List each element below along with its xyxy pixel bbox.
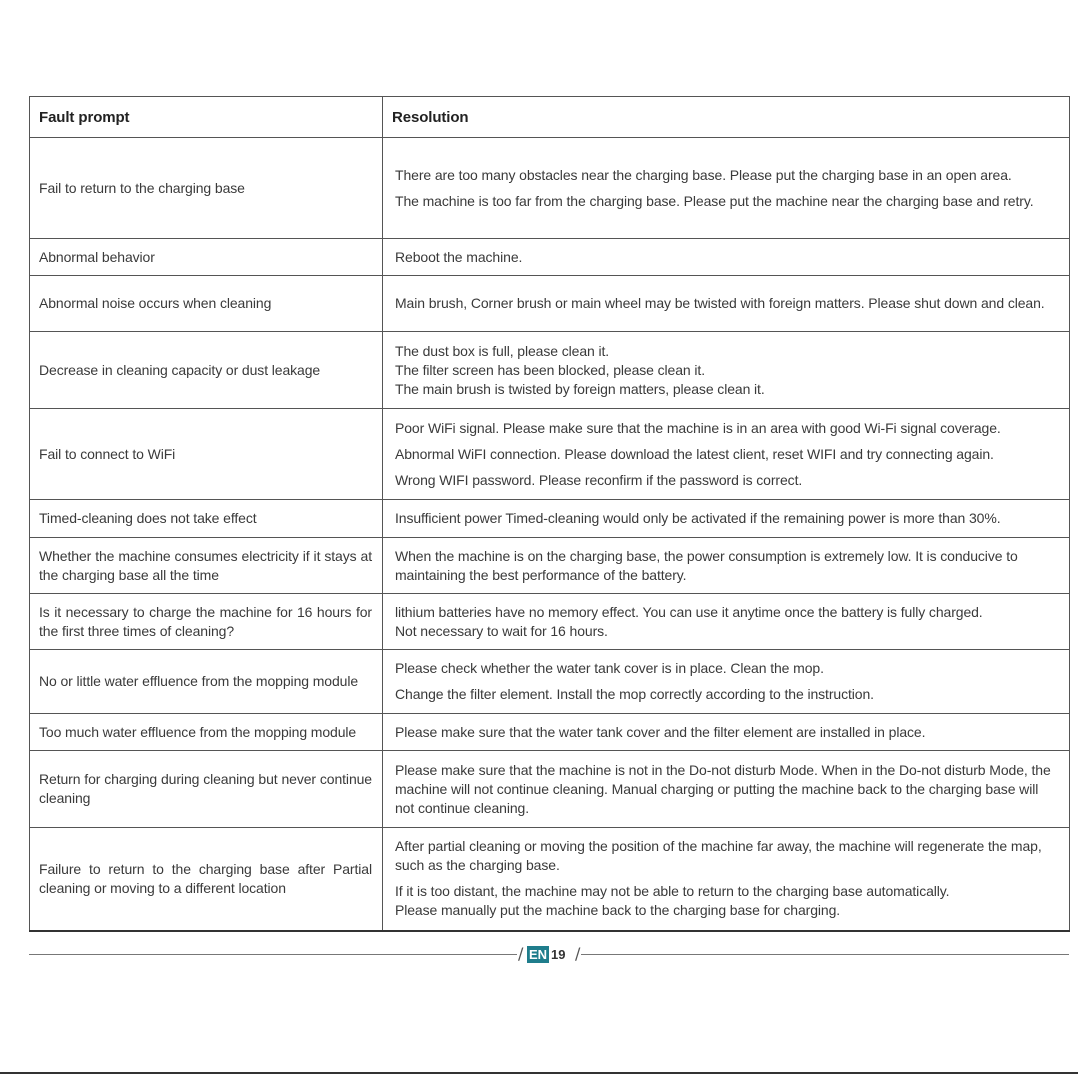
resolution-cell (383, 332, 1070, 409)
table-body (30, 138, 1070, 931)
table-row (30, 332, 1070, 409)
footer-slash-left: / (518, 944, 524, 963)
language-badge: EN (528, 947, 548, 962)
page-number: 19 (551, 947, 566, 962)
table-row (30, 500, 1070, 538)
resolution-text: Wrong WIFI password. Please reconfirm if the password is correct. (395, 471, 803, 488)
resolution-text: Change the filter element. Install the mop correctly according to the instruction. (395, 686, 874, 702)
resolution-text: Abnormal WiFI connection. Please download the latest client, reset WIFI and try connecting again. (395, 445, 994, 462)
fault-prompt-cell: No or little water effluence from the mopping module (30, 650, 383, 714)
resolution-text: lithium batteries have no memory effect. You can use it anytime once the battery is fully charged. (395, 603, 983, 620)
resolution-text: The main brush is twisted by foreign matters, please clean it. (395, 380, 765, 397)
resolution-text: Poor WiFi signal. Please make sure that the machine is in an area with good Wi-Fi signal coverage. (395, 419, 1001, 436)
resolution-text: The dust box is full, please clean it. (395, 342, 610, 359)
table-row (30, 714, 1070, 751)
resolution-cell (383, 650, 1070, 714)
fault-prompt-cell: Timed-cleaning does not take effect (30, 500, 383, 538)
header-fault-prompt: Fault prompt (30, 97, 383, 138)
table-row (30, 650, 1070, 714)
resolution-cell (383, 828, 1070, 931)
fault-prompt-cell: Abnormal behavior (30, 239, 383, 276)
fault-prompt-cell: Failure to return to the charging base after Partial cleaning or moving to a different location (30, 828, 383, 931)
resolution-text: Reboot the machine. (395, 248, 523, 265)
resolution-text: The filter screen has been blocked, please clean it. (395, 361, 705, 378)
resolution-cell (383, 239, 1070, 276)
footer-rule-left (29, 954, 517, 955)
table-row (30, 594, 1070, 650)
resolution-cell (383, 409, 1070, 500)
table-row (30, 751, 1070, 828)
resolution-text: Please check whether the water tank cover is in place. Clean the mop. (395, 660, 824, 676)
fault-prompt-cell: Decrease in cleaning capacity or dust leakage (30, 332, 383, 409)
table-row (30, 828, 1070, 931)
table-row (30, 409, 1070, 500)
resolution-text: There are too many obstacles near the charging base. Please put the charging base in an open area. (395, 166, 1012, 183)
resolution-text: The machine is too far from the charging base. Please put the machine near the charging base and retry. (395, 192, 1034, 209)
resolution-text: After partial cleaning or moving the position of the machine far away, the machine will regenerate the map, such as the charging base. (395, 838, 1042, 874)
table-row (30, 538, 1070, 594)
resolution-cell (383, 538, 1070, 594)
resolution-cell (383, 138, 1070, 239)
fault-table (29, 96, 1070, 932)
fault-prompt-cell: Fail to connect to WiFi (30, 409, 383, 500)
table-row (30, 276, 1070, 332)
resolution-cell (383, 500, 1070, 538)
page-bottom-edge (0, 1072, 1078, 1074)
fault-prompt-cell: Return for charging during cleaning but never continue cleaning (30, 751, 383, 828)
resolution-text: Main brush, Corner brush or main wheel may be twisted with foreign matters. Please shut down and clean. (395, 295, 1045, 311)
resolution-cell (383, 714, 1070, 751)
resolution-cell (383, 594, 1070, 650)
resolution-text: Insufficient power Timed-cleaning would only be activated if the remaining power is more than 30%. (395, 510, 1001, 526)
resolution-text: If it is too distant, the machine may not be able to return to the charging base automatically. (395, 883, 950, 900)
resolution-text: Please manually put the machine back to the charging base for charging. (395, 902, 841, 919)
fault-prompt-cell: Abnormal noise occurs when cleaning (30, 276, 383, 332)
fault-prompt-cell: Fail to return to the charging base (30, 138, 383, 239)
header-resolution: Resolution (383, 97, 1070, 138)
page-footer (29, 944, 1069, 966)
fault-prompt-cell: Is it necessary to charge the machine for 16 hours for the first three times of cleaning? (30, 594, 383, 650)
header-row (30, 97, 1070, 138)
footer-slash-right: / (575, 944, 581, 963)
table-row (30, 138, 1070, 239)
resolution-text: Not necessary to wait for 16 hours. (395, 622, 608, 639)
table-row (30, 239, 1070, 276)
resolution-cell (383, 276, 1070, 332)
footer-rule-right (581, 954, 1069, 955)
resolution-text: When the machine is on the charging base, the power consumption is extremely low. It is conducive to maintaining the best performance of the battery. (395, 547, 1018, 583)
resolution-text: Please make sure that the machine is not in the Do-not disturb Mode. When in the Do-not disturb Mode, the machine will not continue cleaning. Manual charging or putting the machine back to the charging base will not continue cleaning. (395, 761, 1051, 816)
fault-prompt-cell: Whether the machine consumes electricity if it stays at the charging base all the time (30, 538, 383, 594)
resolution-text: Please make sure that the water tank cover and the filter element are installed in place. (395, 723, 926, 740)
resolution-cell (383, 751, 1070, 828)
fault-prompt-cell: Too much water effluence from the mopping module (30, 714, 383, 751)
